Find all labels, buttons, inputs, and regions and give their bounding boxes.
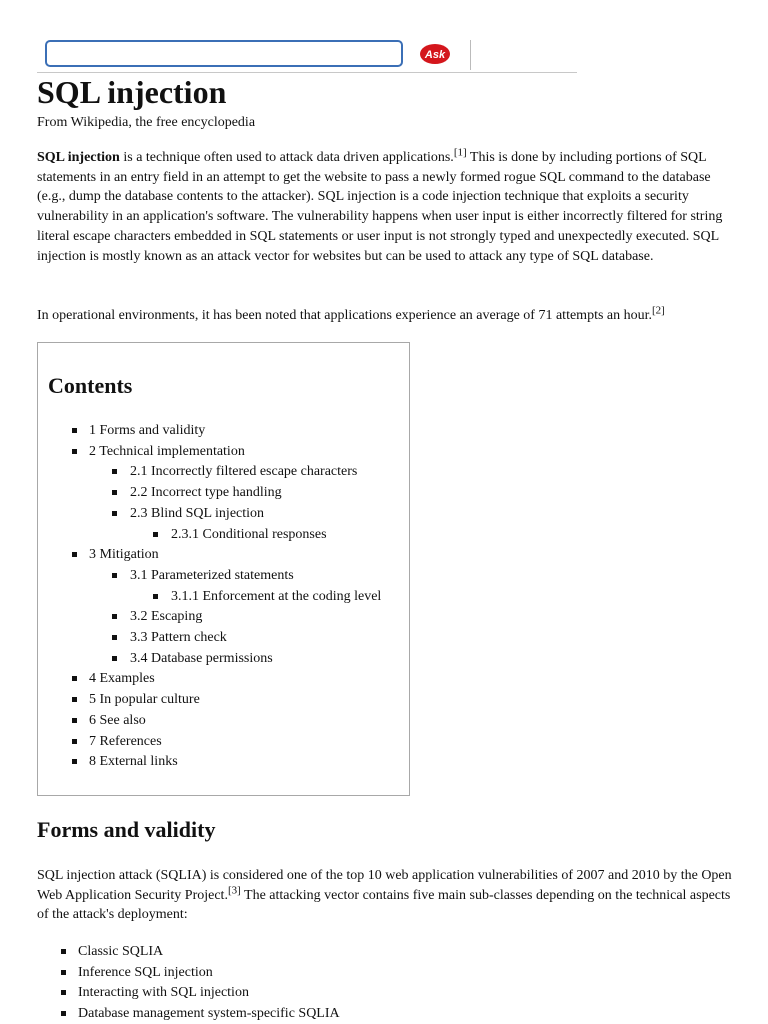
forms-paragraph: [37, 866, 737, 925]
forms-text-1: SQL injection attack (SQLIA) is considered one of the top 10 web application vulnerabilities of 2007 and 2010 by the Open Web Application Security Project.: [37, 868, 732, 903]
toc-item[interactable]: 2.3 Blind SQL injection: [38, 504, 409, 525]
section-heading-forms: Forms and validity: [37, 817, 216, 842]
reference-link-2[interactable]: [2]: [652, 304, 665, 317]
forms-text-2: The attacking vector contains five main sub-classes depending on the technical aspects of the attack's deployment:: [37, 887, 731, 923]
search-input[interactable]: [45, 40, 403, 67]
tagline: From Wikipedia, the free encyclopedia: [37, 115, 256, 130]
toc-item[interactable]: 1 Forms and validity: [38, 421, 409, 442]
toc-item[interactable]: 3.4 Database permissions: [38, 649, 409, 670]
svg-text:Ask: Ask: [424, 49, 446, 61]
attack-subclass-list: [37, 942, 340, 1024]
intro-text-1: is a technique often used to attack data driven applications.: [119, 150, 454, 165]
table-of-contents: [37, 342, 410, 796]
toc-item[interactable]: 3.3 Pattern check: [38, 628, 409, 649]
reference-link-3[interactable]: [3]: [227, 884, 241, 897]
toc-item[interactable]: 5 In popular culture: [38, 690, 409, 711]
toc-item[interactable]: 2 Technical implementation: [38, 442, 409, 463]
list-item: Interacting with SQL injection: [37, 983, 340, 1004]
list-item: Inference SQL injection: [37, 963, 340, 984]
toc-item[interactable]: 8 External links: [38, 752, 409, 773]
intro-paragraph: [37, 148, 727, 266]
page-title: SQL injection: [37, 74, 227, 110]
toc-item[interactable]: 3.2 Escaping: [38, 607, 409, 628]
intro-bold-term: SQL injection: [37, 150, 120, 165]
toc-item[interactable]: 3.1 Parameterized statements: [38, 566, 409, 587]
toc-item[interactable]: 3.1.1 Enforcement at the coding level: [38, 587, 409, 608]
operational-paragraph: [37, 306, 737, 326]
toc-item[interactable]: 2.1 Incorrectly filtered escape characters: [38, 462, 409, 483]
toc-item[interactable]: 4 Examples: [38, 669, 409, 690]
toc-item[interactable]: 6 See also: [38, 711, 409, 732]
toolbar: [37, 40, 577, 74]
toc-item[interactable]: 2.2 Incorrect type handling: [38, 483, 409, 504]
toc-item[interactable]: 2.3.1 Conditional responses: [38, 525, 409, 546]
intro-text-2: This is done by including portions of SQL statements in an entry field in an attempt to get the website to pass a newly formed rogue SQL command to the database (e.g., dump the database contents to the attacker). SQL injection is a code injection technique that exploits a security vulnerability in an application's software. The vulnerability happens when user input is either incorrectly filtered for string literal escape characters embedded in SQL statements or user input is not strongly typed and unexpectedly executed. SQL injection is mostly known as an attack vector for websites but can be used to attack any type of SQL database.: [37, 150, 723, 264]
toc-item[interactable]: 3 Mitigation: [38, 545, 409, 566]
operational-text: In operational environments, it has been noted that applications experience an average of 71 attempts an hour.: [37, 308, 653, 323]
toc-item[interactable]: 7 References: [38, 732, 409, 753]
list-item: Database management system-specific SQLIA: [37, 1004, 340, 1024]
toolbar-separator: [470, 40, 471, 70]
toc-list: [38, 421, 409, 773]
toc-heading: Contents: [48, 373, 133, 398]
ask-logo-icon[interactable]: [419, 43, 451, 65]
reference-link-1[interactable]: [1]: [453, 146, 467, 159]
list-item: Classic SQLIA: [37, 942, 340, 963]
